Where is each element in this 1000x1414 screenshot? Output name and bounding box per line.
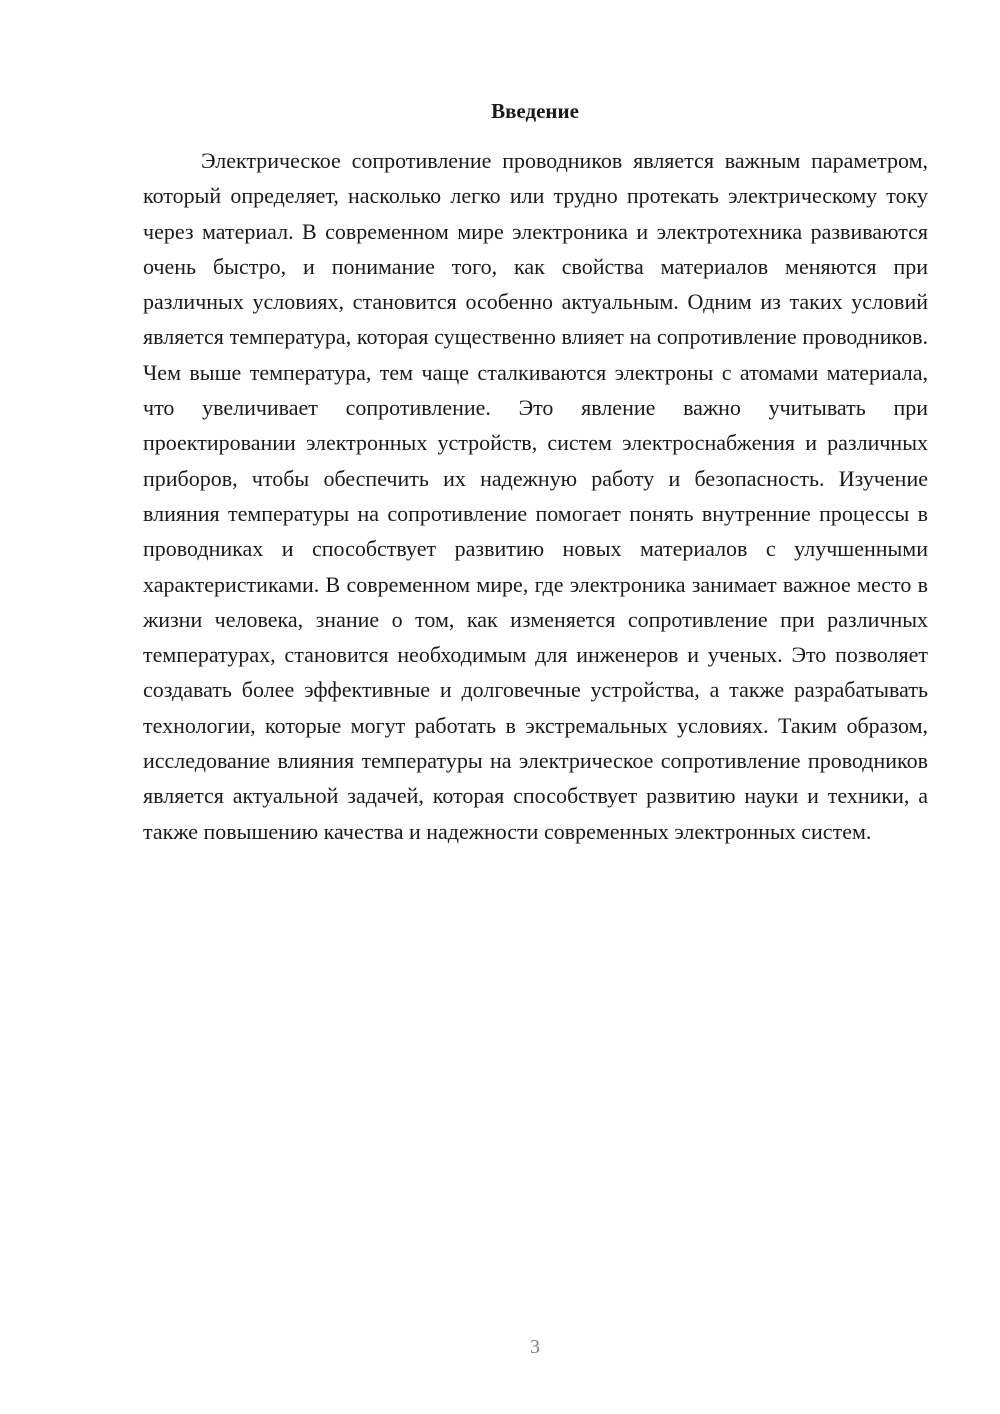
body-paragraph: Электрическое сопротивление проводников является важным параметром, который определяет, насколько легко или трудно протекать электрическому току через материал. В современном мире электроника и электротехника развиваются очень быстро, и понимание того, как свойства материалов меняются при различных условиях, становится особенно актуальным. Одним из таких условий является температура, которая существенно влияет на сопротивление проводников. Чем выше температура, тем чаще сталкиваются электроны с атомами материала, что увеличивает сопротивление. Это явление важно учитывать при проектировании электронных устройств, систем электроснабжения и различных приборов, чтобы обеспечить их надежную работу и безопасность. Изучение влияния температуры на сопротивление помогает понять внутренние процессы в проводниках и способствует развитию новых материалов с улучшенными характеристиками. В современном мире, где электроника занимает важное место в жизни человека, знание о том, как изменяется сопротивление при различных температурах, становится необходимым для инженеров и ученых. Это позволяет создавать более эффективные и долговечные устройства, а также разрабатывать технологии, которые могут работать в экстремальных условиях. Таким образом, исследование влияния температуры на электрическое сопротивление проводников является актуальной задачей, которая способствует развитию науки и техники, а также повышению качества и надежности современных электронных систем. <box>143 148 928 844</box>
section-title: Введение <box>491 99 579 123</box>
page-number: 3 <box>530 1336 540 1358</box>
